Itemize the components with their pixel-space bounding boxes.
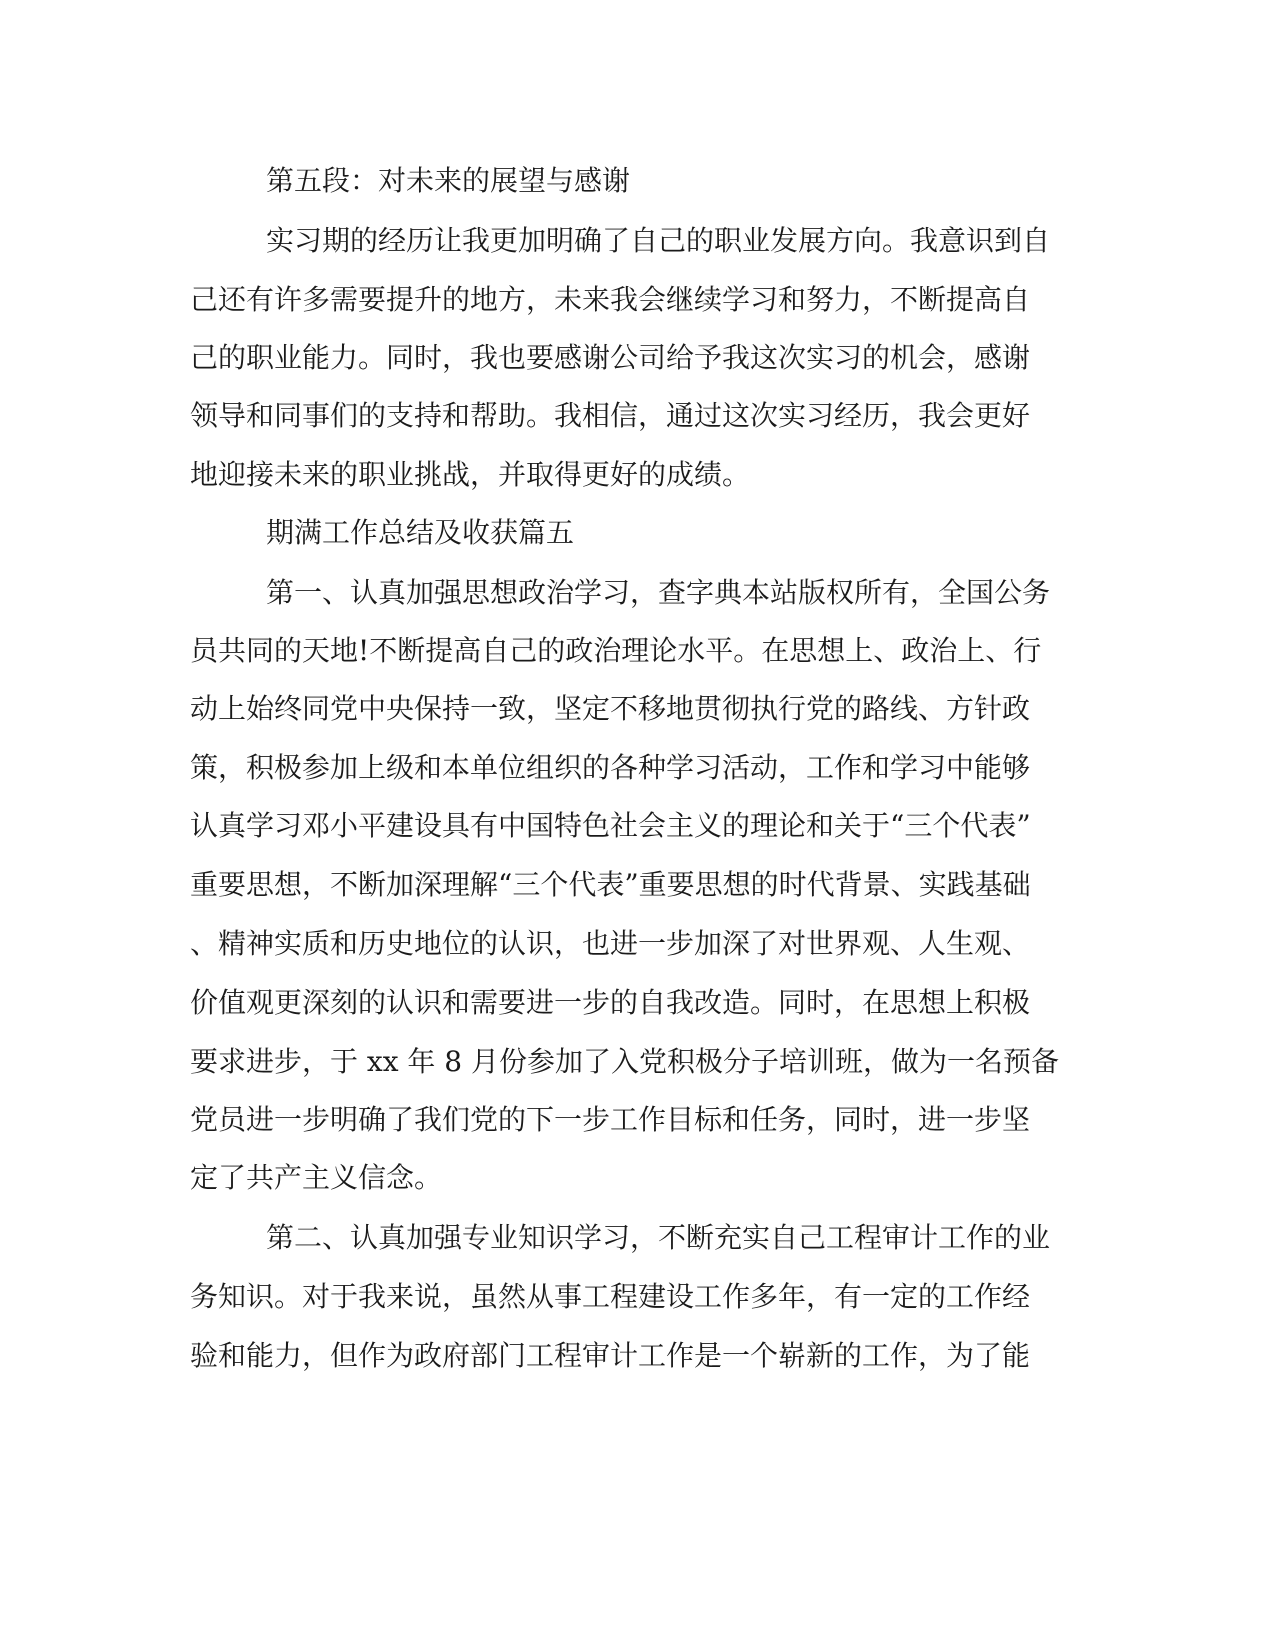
paragraph-line: 己还有许多需要提升的地方，未来我会继续学习和努力，不断提高自 — [190, 283, 1031, 316]
paragraph-line: 己的职业能力。同时，我也要感谢公司给予我这次实习的机会，感谢 — [190, 341, 1031, 374]
paragraph-line: 定了共产主义信念。 — [190, 1161, 443, 1194]
paragraph-line: 领导和同事们的支持和帮助。我相信，通过这次实习经历，我会更好 — [190, 399, 1031, 432]
section-heading: 第五段：对未来的展望与感谢 — [266, 164, 631, 197]
section-heading: 期满工作总结及收获篇五 — [266, 516, 575, 549]
paragraph-line: 认真学习邓小平建设具有中国特色社会主义的理论和关于“三个代表” — [190, 809, 1031, 842]
paragraph-line: 验和能力，但作为政府部门工程审计工作是一个崭新的工作，为了能 — [190, 1339, 1031, 1372]
paragraph-line: 、精神实质和历史地位的认识，也进一步加深了对世界观、人生观、 — [190, 927, 1031, 960]
paragraph-line: 实习期的经历让我更加明确了自己的职业发展方向。我意识到自 — [266, 224, 1051, 257]
paragraph-line: 员共同的天地!不断提高自己的政治理论水平。在思想上、政治上、行 — [190, 634, 1042, 667]
paragraph-line: 党员进一步明确了我们党的下一步工作目标和任务，同时，进一步坚 — [190, 1103, 1031, 1136]
paragraph-line: 地迎接未来的职业挑战，并取得更好的成绩。 — [190, 458, 751, 491]
paragraph-line: 第一、认真加强思想政治学习，查字典本站版权所有，全国公务 — [266, 576, 1051, 609]
paragraph-line: 策，积极参加上级和本单位组织的各种学习活动，工作和学习中能够 — [190, 751, 1031, 784]
paragraph-line: 价值观更深刻的认识和需要进一步的自我改造。同时，在思想上积极 — [190, 986, 1031, 1019]
paragraph-line: 第二、认真加强专业知识学习，不断充实自己工程审计工作的业 — [266, 1221, 1051, 1254]
paragraph-line: 务知识。对于我来说，虽然从事工程建设工作多年，有一定的工作经 — [190, 1280, 1031, 1313]
paragraph-line: 动上始终同党中央保持一致，坚定不移地贯彻执行党的路线、方针政 — [190, 692, 1031, 725]
paragraph-line: 要求进步，于 xx 年 8 月份参加了入党积极分子培训班，做为一名预备 — [190, 1045, 1060, 1078]
paragraph-line: 重要思想，不断加深理解“三个代表”重要思想的时代背景、实践基础 — [190, 868, 1031, 901]
